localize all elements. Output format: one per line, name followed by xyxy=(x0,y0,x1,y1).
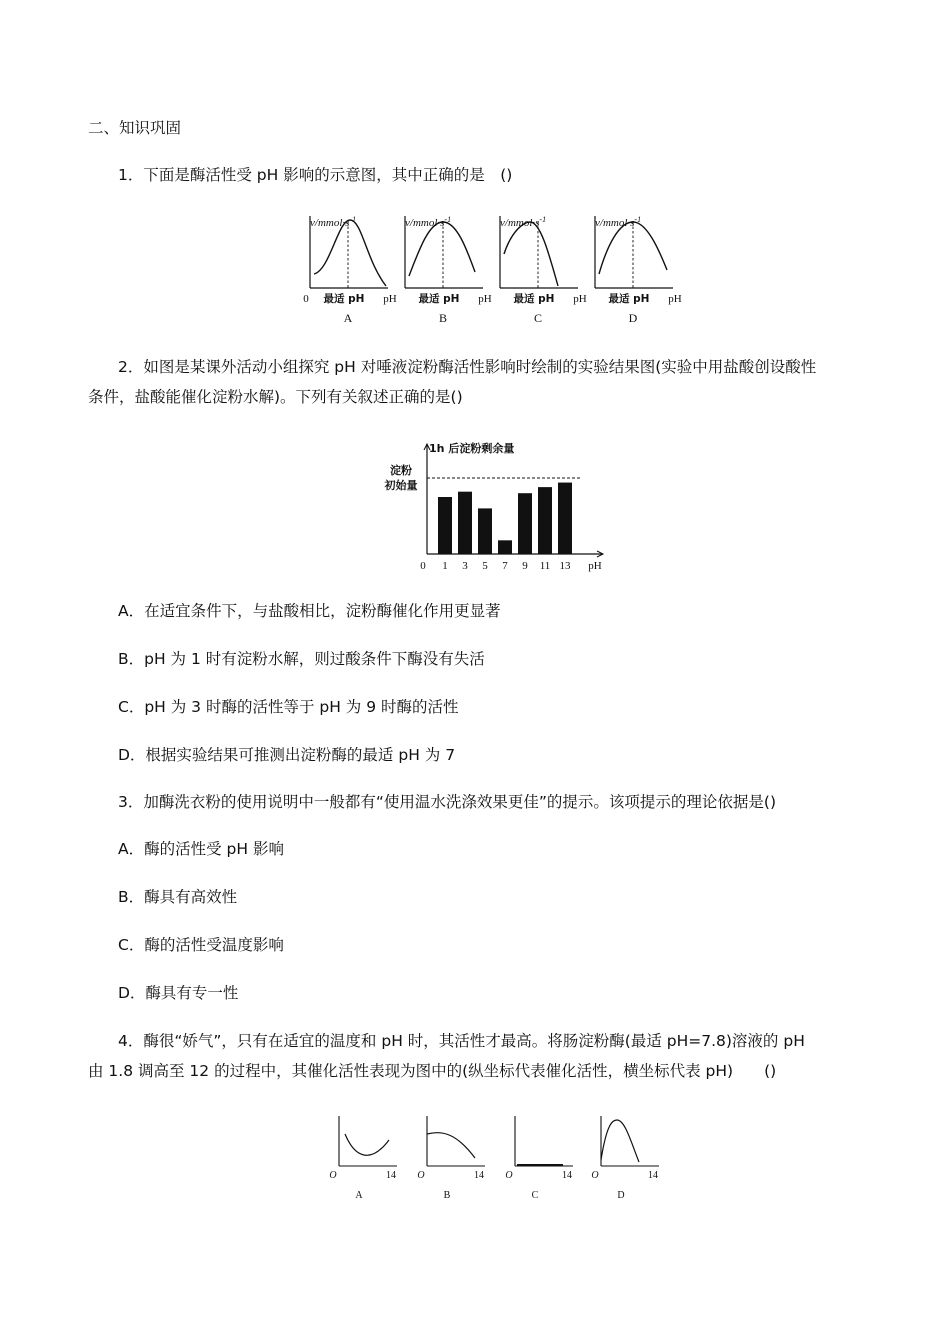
question-4-line-2: 由 1.8 调高至 12 的过程中，其催化活性表现为图中的(纵坐标代表催化活性，横坐标代表 pH) () xyxy=(88,1062,777,1080)
panel-label: A xyxy=(355,1190,363,1201)
origin-label: 0 xyxy=(303,293,309,305)
x-max-label: 14 xyxy=(474,1170,484,1181)
activity-curve xyxy=(314,220,386,286)
optimum-ph-label: 最适 pH xyxy=(513,293,555,305)
question-1-text: 1．下面是酶活性受 pH 影响的示意图，其中正确的是 () xyxy=(118,166,513,184)
q3-option-a: A．酶的活性受 pH 影响 xyxy=(118,840,284,858)
activity-curve xyxy=(345,1134,389,1155)
bar-ph-9 xyxy=(518,493,532,554)
bar-ph-13 xyxy=(558,483,572,554)
x-tick-label: 5 xyxy=(482,560,488,572)
q2-bar-chart xyxy=(375,436,615,576)
origin-label: O xyxy=(591,1170,599,1181)
y-axis-label-text: v/mmol·s xyxy=(310,217,350,229)
bar-ph-1 xyxy=(438,497,452,554)
q2-option-c: C．pH 为 3 时酶的活性等于 pH 为 9 时酶的活性 xyxy=(118,698,459,716)
q4-figure xyxy=(325,1112,658,1202)
panel-label: B xyxy=(438,311,448,325)
x-tick-label: 7 xyxy=(502,560,508,572)
q2-option-b: B．pH 为 1 时有淀粉水解，则过酸条件下酶没有失活 xyxy=(118,650,485,668)
x-max-label: 14 xyxy=(386,1170,396,1181)
question-2-line-1: 2．如图是某课外活动小组探究 pH 对唾液淀粉酶活性影响时绘制的实验结果图(实验中用盐酸创设酸性 xyxy=(118,358,817,376)
activity-curve xyxy=(599,222,667,274)
panel-label: C xyxy=(533,311,543,325)
y-axis-label xyxy=(310,215,356,229)
origin-label: O xyxy=(329,1170,337,1181)
panel-label: D xyxy=(617,1190,625,1201)
q1-panel-D xyxy=(595,215,682,325)
optimum-ph-label: 最适 pH xyxy=(608,293,650,305)
y-axis-label-superscript: -1 xyxy=(444,215,452,224)
q4-panel-D xyxy=(591,1116,659,1201)
origin-label: O xyxy=(417,1170,425,1181)
x-axis-label: pH xyxy=(478,293,492,305)
q2-option-d: D．根据实验结果可推测出淀粉酶的最适 pH 为 7 xyxy=(118,746,456,764)
optimum-ph-label: 最适 pH xyxy=(418,293,460,305)
x-tick-label: 1 xyxy=(442,560,448,572)
y-axis-label xyxy=(595,215,641,229)
y-axis-label-superscript: -1 xyxy=(349,215,357,224)
bar-ph-5 xyxy=(478,508,492,554)
y-axis-label-text: v/mmol·s xyxy=(500,217,540,229)
panel-label: D xyxy=(628,311,638,325)
q3-option-d: D．酶具有专一性 xyxy=(118,984,239,1002)
origin-label: O xyxy=(505,1170,513,1181)
x-tick-label: 11 xyxy=(539,560,551,572)
y-label-line-1: 淀粉 xyxy=(390,464,412,477)
question-3-text: 3．加酶洗衣粉的使用说明中一般都有“使用温水洗涤效果更佳”的提示。该项提示的理论依据是() xyxy=(118,793,777,811)
section-title: 二、知识巩固 xyxy=(88,119,182,137)
q4-panel-C xyxy=(505,1116,573,1201)
q3-option-c: C．酶的活性受温度影响 xyxy=(118,936,284,954)
activity-curve xyxy=(427,1133,475,1158)
bar-ph-3 xyxy=(458,492,472,554)
x-tick-label: 3 xyxy=(462,560,468,572)
x-tick-label: 9 xyxy=(522,560,528,572)
y-axis-label-text: v/mmol·s xyxy=(595,217,635,229)
y-axis-label-superscript: -1 xyxy=(634,215,642,224)
x-tick-label: 13 xyxy=(559,560,571,572)
question-4-line-1: 4．酶很“娇气”，只有在适宜的温度和 pH 时，其活性才最高。将肠淀粉酶(最适 pH=7.8)溶液的 pH xyxy=(118,1032,805,1050)
x-axis-label: pH xyxy=(573,293,587,305)
optimum-ph-label: 最适 pH xyxy=(323,293,365,305)
panel-label: C xyxy=(531,1190,539,1201)
origin-label: 0 xyxy=(420,560,426,572)
q3-option-b: B．酶具有高效性 xyxy=(118,888,238,906)
x-axis-label: pH xyxy=(383,293,397,305)
question-2-line-2: 条件，盐酸能催化淀粉水解)。下列有关叙述正确的是() xyxy=(88,388,463,406)
y-label-line-2: 初始量 xyxy=(384,479,418,492)
panel-label: A xyxy=(343,311,353,325)
activity-curve xyxy=(504,222,558,286)
x-axis-label: pH xyxy=(668,293,682,305)
x-max-label: 14 xyxy=(648,1170,658,1181)
bar-ph-11 xyxy=(538,487,552,554)
y-axis-label-superscript: -1 xyxy=(539,215,547,224)
panel-label: B xyxy=(443,1190,451,1201)
x-axis-label: pH xyxy=(588,560,602,572)
q4-panel-B xyxy=(417,1116,485,1201)
y-axis-label-text: v/mmol·s xyxy=(405,217,445,229)
q4-panel-A xyxy=(329,1116,397,1201)
y-axis-label xyxy=(500,215,546,229)
q1-figure xyxy=(300,210,680,330)
q1-panel-C xyxy=(500,215,587,325)
q2-option-a: A．在适宜条件下，与盐酸相比，淀粉酶催化作用更显著 xyxy=(118,602,501,620)
activity-curve xyxy=(409,222,475,276)
bar-ph-7 xyxy=(498,540,512,554)
q1-panel-B xyxy=(405,215,492,325)
y-axis-label xyxy=(405,215,451,229)
q1-panel-A xyxy=(303,215,397,325)
x-max-label: 14 xyxy=(562,1170,572,1181)
activity-curve xyxy=(601,1120,639,1162)
chart-title: 1h 后淀粉剩余量 xyxy=(429,442,515,455)
